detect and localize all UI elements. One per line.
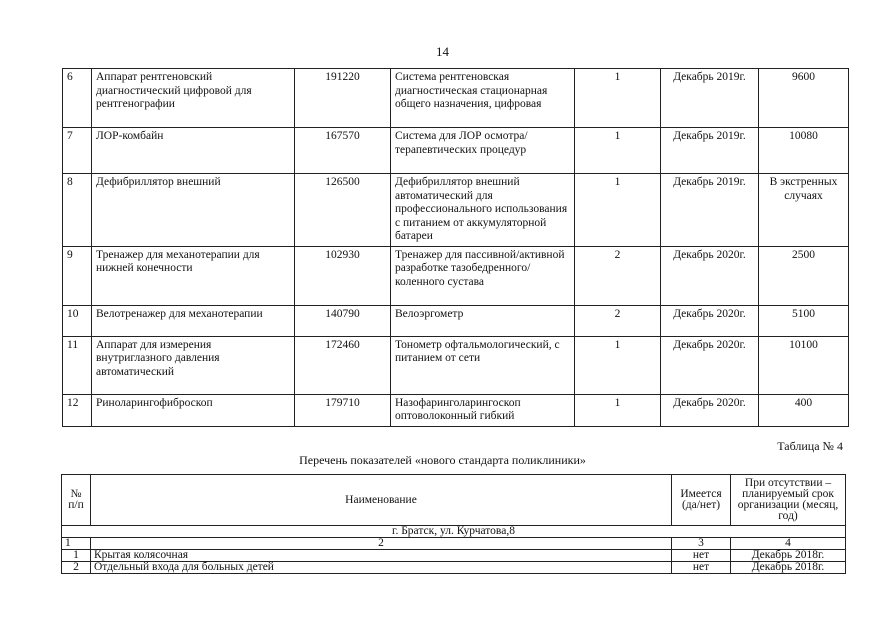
equipment-name: ЛОР-комбайн [92,128,295,174]
equipment-code: 126500 [295,174,391,247]
column-number: 4 [731,538,846,550]
equipment-description: Система рентгеновская диагностическая стационарная общего назначения, цифровая [391,69,575,128]
equipment-quantity: 1 [575,336,661,394]
equipment-name: Дефибриллятор внешний [92,174,295,247]
column-number: 1 [62,538,91,550]
equipment-code: 167570 [295,128,391,174]
equipment-value: В экстренных случаях [759,174,849,247]
equipment-name: Велотренажер для механотерапии [92,305,295,336]
equipment-value: 10100 [759,336,849,394]
row-number: 8 [63,174,92,247]
equipment-description: Тренажер для пассивной/активной разработке тазобедренного/коленного сустава [391,246,575,305]
equipment-date: Декабрь 2020г. [661,394,759,426]
header-number: № п/п [62,475,91,526]
column-number: 2 [91,538,672,550]
header-planned-date: При отсутствии – планируемый срок организации (месяц, год) [731,475,846,526]
table-row [62,550,846,562]
table-label: Таблица № 4 [777,439,843,453]
equipment-code: 102930 [295,246,391,305]
table-title: Перечень показателей «нового стандарта поликлиники» [299,453,586,467]
row-number: 1 [62,550,91,562]
equipment-name: Тренажер для механотерапии для нижней конечности [92,246,295,305]
equipment-value: 5100 [759,305,849,336]
equipment-date: Декабрь 2019г. [661,174,759,247]
equipment-quantity: 1 [575,394,661,426]
row-number: 2 [62,562,91,574]
table-row [63,128,849,174]
page-number: 14 [436,44,449,59]
row-number: 12 [63,394,92,426]
equipment-description: Система для ЛОР осмотра/терапевтических процедур [391,128,575,174]
row-number: 10 [63,305,92,336]
indicator-planned-date: Декабрь 2018г. [731,550,846,562]
equipment-name: Риноларингофиброскоп [92,394,295,426]
indicator-planned-date: Декабрь 2018г. [731,562,846,574]
table-row [62,562,846,574]
equipment-date: Декабрь 2020г. [661,336,759,394]
equipment-date: Декабрь 2020г. [661,305,759,336]
column-numbers-row [62,538,846,550]
location-label: г. Братск, ул. Курчатова,8 [62,526,846,538]
equipment-code: 140790 [295,305,391,336]
equipment-value: 10080 [759,128,849,174]
header-name: Наименование [91,475,672,526]
indicator-available: нет [672,550,731,562]
equipment-code: 172460 [295,336,391,394]
indicator-name: Отдельный входа для больных детей [91,562,672,574]
equipment-value: 400 [759,394,849,426]
equipment-quantity: 1 [575,174,661,247]
equipment-date: Декабрь 2020г. [661,246,759,305]
table-row [63,69,849,128]
equipment-code: 191220 [295,69,391,128]
table-header-row [62,475,846,526]
equipment-table-body [63,69,849,427]
equipment-date: Декабрь 2019г. [661,128,759,174]
equipment-date: Декабрь 2019г. [661,69,759,128]
table-row [63,305,849,336]
equipment-quantity: 2 [575,246,661,305]
equipment-value: 9600 [759,69,849,128]
equipment-code: 179710 [295,394,391,426]
row-number: 6 [63,69,92,128]
equipment-quantity: 1 [575,128,661,174]
equipment-description: Назофаринголарингоскоп оптоволоконный гибкий [391,394,575,426]
indicator-available: нет [672,562,731,574]
equipment-quantity: 1 [575,69,661,128]
equipment-description: Велоэргометр [391,305,575,336]
table-row [63,336,849,394]
equipment-name: Аппарат рентгеновский диагностический цифровой для рентгенографии [92,69,295,128]
equipment-table [62,68,849,427]
column-number: 3 [672,538,731,550]
indicator-name: Крытая колясочная [91,550,672,562]
table-row [63,174,849,247]
standard-indicators-table [61,474,846,574]
row-number: 9 [63,246,92,305]
equipment-name: Аппарат для измерения внутриглазного давления автоматический [92,336,295,394]
location-row [62,526,846,538]
row-number: 7 [63,128,92,174]
header-available: Имеется (да/нет) [672,475,731,526]
equipment-value: 2500 [759,246,849,305]
row-number: 11 [63,336,92,394]
equipment-quantity: 2 [575,305,661,336]
equipment-description: Тонометр офтальмологический, с питанием от сети [391,336,575,394]
table-row [63,394,849,426]
table-row [63,246,849,305]
equipment-description: Дефибриллятор внешний автоматический для профессионального использования с питанием от аккумуляторной батареи [391,174,575,247]
